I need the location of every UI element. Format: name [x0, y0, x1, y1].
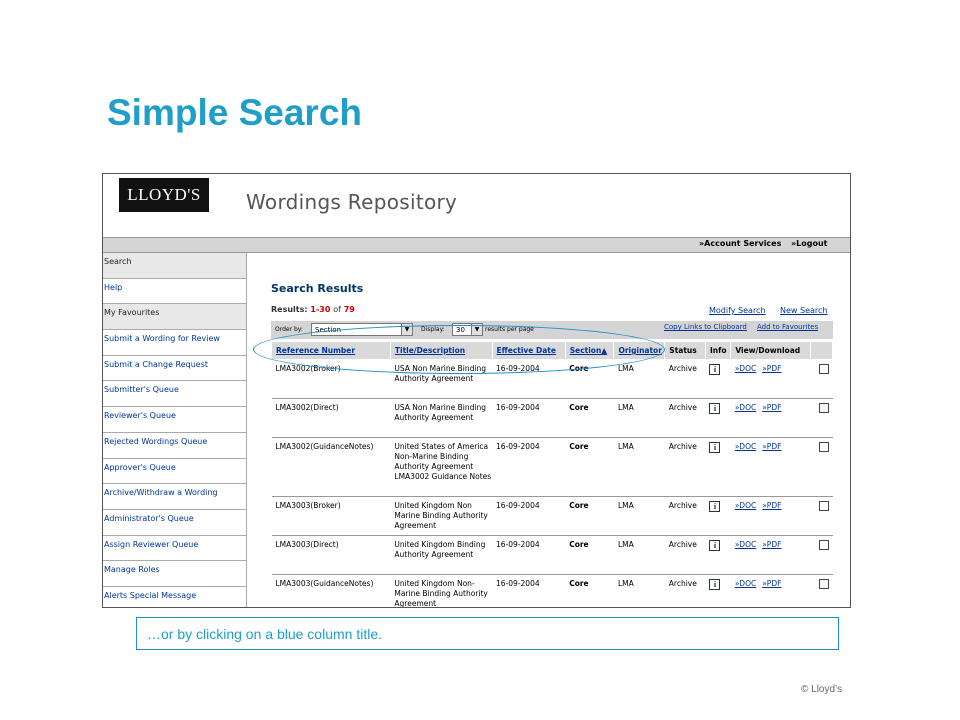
cell-effective-date: 16-09-2004: [492, 575, 565, 609]
doc-link[interactable]: »DOC: [734, 442, 757, 451]
row-checkbox[interactable]: [819, 442, 829, 452]
cell-view-download: [731, 360, 810, 399]
cell-title-description: United Kingdom Non Marine Binding Authority Agreement: [390, 497, 492, 536]
table-row: [272, 360, 833, 399]
slide-title: Simple Search: [107, 92, 363, 133]
cell-info: [705, 399, 730, 438]
cell-section: Core: [565, 575, 614, 609]
new-search-link[interactable]: New Search: [780, 306, 828, 315]
info-icon[interactable]: i: [709, 442, 720, 453]
column-header-view-download: View/Download: [731, 342, 810, 360]
sidebar-item-rejected-queue[interactable]: Rejected Wordings Queue: [103, 433, 246, 459]
top-nav-bar: [103, 237, 850, 253]
row-checkbox[interactable]: [819, 501, 829, 511]
pdf-link[interactable]: »PDF: [762, 403, 782, 412]
cell-select: [810, 360, 832, 399]
sidebar: [103, 253, 247, 608]
sidebar-item-approvers-queue[interactable]: Approver's Queue: [103, 459, 246, 485]
order-by-select[interactable]: [311, 323, 413, 336]
cell-originator: LMA: [614, 575, 665, 609]
cell-status: Archive: [665, 575, 706, 609]
cell-info: [705, 575, 730, 609]
row-checkbox[interactable]: [819, 403, 829, 413]
sidebar-item-submit-change[interactable]: Submit a Change Request: [103, 356, 246, 382]
account-services-link[interactable]: »Account Services: [699, 239, 782, 248]
cell-select: [810, 536, 832, 575]
table-row: [272, 399, 833, 438]
add-favourites-link[interactable]: Add to Favourites: [757, 323, 819, 331]
cell-select: [810, 438, 832, 497]
cell-status: Archive: [665, 399, 706, 438]
cell-title-description: USA Non Marine Binding Authority Agreement: [390, 399, 492, 438]
main-content: [248, 253, 850, 608]
logout-link[interactable]: »Logout: [791, 239, 828, 248]
chevron-down-icon: ▼: [401, 324, 412, 335]
table-row: [272, 497, 833, 536]
pdf-link[interactable]: »PDF: [762, 442, 782, 451]
results-range: 1-30: [310, 305, 331, 314]
cell-title-description: United Kingdom Binding Authority Agreement: [390, 536, 492, 575]
cell-view-download: [731, 497, 810, 536]
chevron-down-icon: ▼: [471, 324, 482, 335]
sidebar-item-alerts[interactable]: Alerts Special Message: [103, 587, 246, 608]
cell-info: [705, 497, 730, 536]
doc-link[interactable]: »DOC: [734, 403, 757, 412]
cell-select: [810, 575, 832, 609]
info-icon[interactable]: i: [709, 540, 720, 551]
column-header-status: Status: [665, 342, 706, 360]
order-by-label: Order by:: [275, 326, 303, 333]
row-checkbox[interactable]: [819, 540, 829, 550]
cell-effective-date: 16-09-2004: [492, 497, 565, 536]
cell-info: [705, 536, 730, 575]
results-total: 79: [343, 305, 355, 314]
per-page-label: results per page: [485, 326, 534, 333]
table-row: [272, 536, 833, 575]
column-header-title-description[interactable]: Title/Description: [390, 342, 492, 360]
doc-link[interactable]: »DOC: [734, 579, 757, 588]
results-table: [271, 341, 833, 608]
modify-search-link[interactable]: Modify Search: [709, 306, 766, 315]
copyright: © Lloyd’s: [801, 684, 843, 695]
pdf-link[interactable]: »PDF: [762, 501, 782, 510]
sidebar-item-submitters-queue[interactable]: Submitter's Queue: [103, 381, 246, 407]
table-header-row: [272, 342, 833, 360]
cell-title-description: United States of America Non-Marine Binding Authority Agreement LMA3002 Guidance Notes: [390, 438, 492, 497]
cell-view-download: [731, 399, 810, 438]
sidebar-item-submit-wording[interactable]: Submit a Wording for Review: [103, 330, 246, 356]
cell-view-download: [731, 536, 810, 575]
cell-section: Core: [565, 399, 614, 438]
cell-effective-date: 16-09-2004: [492, 438, 565, 497]
cell-view-download: [731, 438, 810, 497]
cell-select: [810, 399, 832, 438]
cell-reference-number: LMA3002(Broker): [272, 360, 391, 399]
cell-select: [810, 497, 832, 536]
column-header-select: [810, 342, 832, 360]
row-checkbox[interactable]: [819, 364, 829, 374]
cell-section: Core: [565, 438, 614, 497]
cell-status: Archive: [665, 438, 706, 497]
app-header: [103, 174, 850, 237]
app-screenshot: [102, 173, 851, 608]
table-row: [272, 575, 833, 609]
pdf-link[interactable]: »PDF: [762, 540, 782, 549]
info-icon[interactable]: i: [709, 364, 720, 375]
cell-reference-number: LMA3003(Broker): [272, 497, 391, 536]
column-header-effective-date[interactable]: Effective Date: [492, 342, 565, 360]
info-icon[interactable]: i: [709, 579, 720, 590]
page-title: Search Results: [271, 282, 364, 295]
cell-status: Archive: [665, 497, 706, 536]
display-select[interactable]: [452, 323, 483, 336]
cell-info: [705, 360, 730, 399]
sidebar-item-archive-withdraw[interactable]: Archive/Withdraw a Wording: [103, 484, 246, 510]
doc-link[interactable]: »DOC: [734, 364, 757, 373]
cell-status: Archive: [665, 536, 706, 575]
column-header-reference-number[interactable]: Reference Number: [272, 342, 391, 360]
sidebar-item-help[interactable]: Help: [103, 279, 246, 305]
sidebar-item-search[interactable]: Search: [103, 253, 246, 279]
caption-box: …or by clicking on a blue column title.: [136, 617, 839, 650]
cell-reference-number: LMA3003(GuidanceNotes): [272, 575, 391, 609]
sidebar-item-assign-reviewer[interactable]: Assign Reviewer Queue: [103, 536, 246, 562]
cell-originator: LMA: [614, 497, 665, 536]
cell-title-description: USA Non Marine Binding Authority Agreement: [390, 360, 492, 399]
cell-originator: LMA: [614, 399, 665, 438]
column-header-originator[interactable]: Originator: [614, 342, 665, 360]
column-header-info: Info: [705, 342, 730, 360]
display-label: Display:: [421, 326, 445, 333]
results-label: Results:: [271, 305, 308, 314]
results-count: [271, 305, 355, 314]
cell-reference-number: LMA3002(Direct): [272, 399, 391, 438]
cell-reference-number: LMA3003(Direct): [272, 536, 391, 575]
copy-links-link[interactable]: Copy Links to Clipboard: [664, 323, 747, 331]
cell-view-download: [731, 575, 810, 609]
sidebar-item-administrators-queue[interactable]: Administrator's Queue: [103, 510, 246, 536]
lloyds-logo: LLOYD'S: [119, 178, 209, 212]
info-icon[interactable]: i: [709, 501, 720, 512]
cell-originator: LMA: [614, 360, 665, 399]
table-row: [272, 438, 833, 497]
pdf-link[interactable]: »PDF: [762, 579, 782, 588]
results-of: of: [333, 305, 341, 314]
cell-section: Core: [565, 360, 614, 399]
cell-section: Core: [565, 536, 614, 575]
cell-title-description: United Kingdom Non-Marine Binding Authority Agreement: [390, 575, 492, 609]
cell-info: [705, 438, 730, 497]
doc-link[interactable]: »DOC: [734, 501, 757, 510]
display-value: 30: [456, 326, 465, 334]
cell-effective-date: 16-09-2004: [492, 360, 565, 399]
sidebar-item-manage-roles[interactable]: Manage Roles: [103, 561, 246, 587]
cell-effective-date: 16-09-2004: [492, 536, 565, 575]
sidebar-item-my-favourites[interactable]: My Favourites: [103, 304, 246, 330]
order-by-value: Section: [315, 326, 342, 334]
row-checkbox[interactable]: [819, 579, 829, 589]
cell-originator: LMA: [614, 536, 665, 575]
cell-originator: LMA: [614, 438, 665, 497]
cell-status: Archive: [665, 360, 706, 399]
cell-section: Core: [565, 497, 614, 536]
pdf-link[interactable]: »PDF: [762, 364, 782, 373]
cell-effective-date: 16-09-2004: [492, 399, 565, 438]
info-icon[interactable]: i: [709, 403, 720, 414]
app-title: Wordings Repository: [246, 190, 458, 214]
sidebar-item-reviewers-queue[interactable]: Reviewer's Queue: [103, 407, 246, 433]
doc-link[interactable]: »DOC: [734, 540, 757, 549]
cell-reference-number: LMA3002(GuidanceNotes): [272, 438, 391, 497]
column-header-section[interactable]: Section▲: [565, 342, 614, 360]
order-toolbar: [271, 321, 833, 339]
